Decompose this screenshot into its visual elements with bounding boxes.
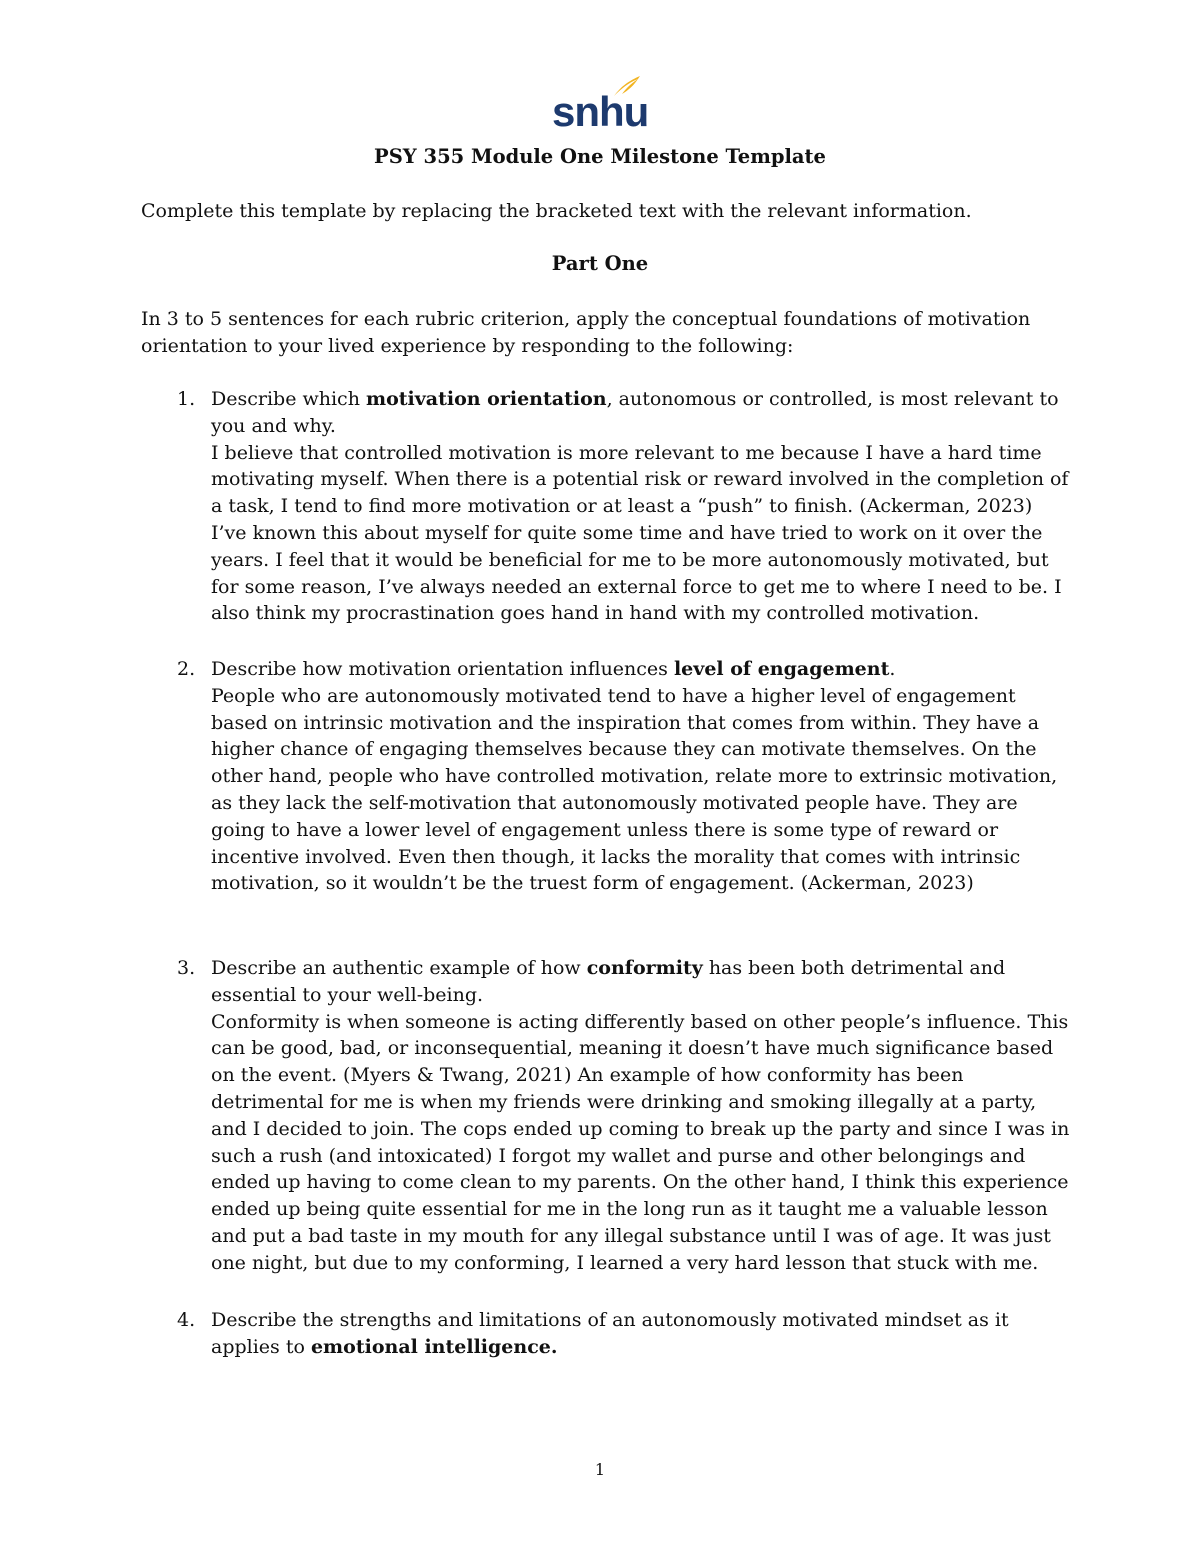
snhu-logo — [552, 74, 649, 135]
item-number: 2. — [177, 658, 196, 680]
item-prompt-bold: conformity — [586, 957, 703, 979]
item-response: People who are autonomously motivated tend to have a higher level of engagement based on intrinsic motivation and the inspiration that comes from within. They have a higher chance of engaging themselves because they can motivate themselves. On the other hand, people who have controlled motivation, relate more to extrinsic motivation, as they lack the self-motivation that autonomously motivated people have. They are going to have a lower level of engagement unless there is some type of reward or incentive involved. Even then though, it lacks the morality that comes with intrinsic motivation, so it wouldn’t be the truest form of engagement. (Ackerman, 2023) — [211, 684, 1058, 895]
part-heading: Part One — [551, 252, 649, 275]
item-prompt-text: Describe how motivation orientation influences — [211, 658, 674, 680]
item-prompt-text-after: has been both detrimental and essential to your well-being. — [211, 957, 1006, 1006]
item-number: 1. — [177, 388, 196, 410]
item-prompt-text: Describe an authentic example of how — [211, 957, 587, 979]
item-prompt-text: Describe the strengths and limitations of an autonomously motivated mindset as it applies to — [211, 1309, 1009, 1358]
item-response: I believe that controlled motivation is more relevant to me because I have a hard time motivating myself. When there is a potential risk or reward involved in the completion of a task, I tend to find more motivation or at least a “push” to finish. (Ackerman, 2023) I’ve known this about myself for quite some time and have tried to work on it over the years. I feel that it would be beneficial for me to be more autonomously motivated, but for some reason, I’ve always needed an external force to get me to where I need to be. I also think my procrastination goes hand in hand with my controlled motivation. — [211, 441, 1069, 625]
item-prompt-bold: emotional intelligence. — [310, 1335, 558, 1358]
item-prompt-text: Describe which — [211, 388, 366, 410]
item-prompt-text-after: . — [889, 658, 896, 680]
item-prompt-bold: motivation orientation — [365, 388, 607, 410]
item-number: 4. — [177, 1309, 196, 1331]
intro-text: Complete this template by replacing the bracketed text with the relevant information. — [141, 200, 972, 222]
item-prompt-bold: level of engagement — [673, 658, 890, 680]
lead-paragraph: In 3 to 5 sentences for each rubric criterion, apply the conceptual foundations of motivation orientation to your lived experience by responding to the following: — [141, 308, 1031, 357]
item-prompt-text-after: , autonomous or controlled, is most relevant to you and why. — [211, 388, 1059, 437]
logo-wordmark: snhu — [552, 88, 649, 135]
item-response: Conformity is when someone is acting differently based on other people’s influence. This can be good, bad, or inconsequential, meaning it doesn’t have much significance based on the event. (Myers & Twang, 2021) An example of how conformity has been detrimental for me is when my friends were drinking and smoking illegally at a party, and I decided to join. The cops ended up coming to break up the party and since I was in such a rush (and intoxicated) I forgot my wallet and purse and other belongings and ended up having to come clean to my parents. On the other hand, I think this experience ended up being quite essential for me in the long run as it taught me a valuable lesson and put a bad taste in my mouth for any illegal substance until I was of age. It was just one night, but due to my conforming, I learned a very hard lesson that stuck with me. — [211, 1010, 1070, 1274]
document-title: PSY 355 Module One Milestone Template — [374, 145, 826, 168]
item-number: 3. — [177, 957, 196, 979]
page-number: 1 — [594, 1460, 606, 1479]
